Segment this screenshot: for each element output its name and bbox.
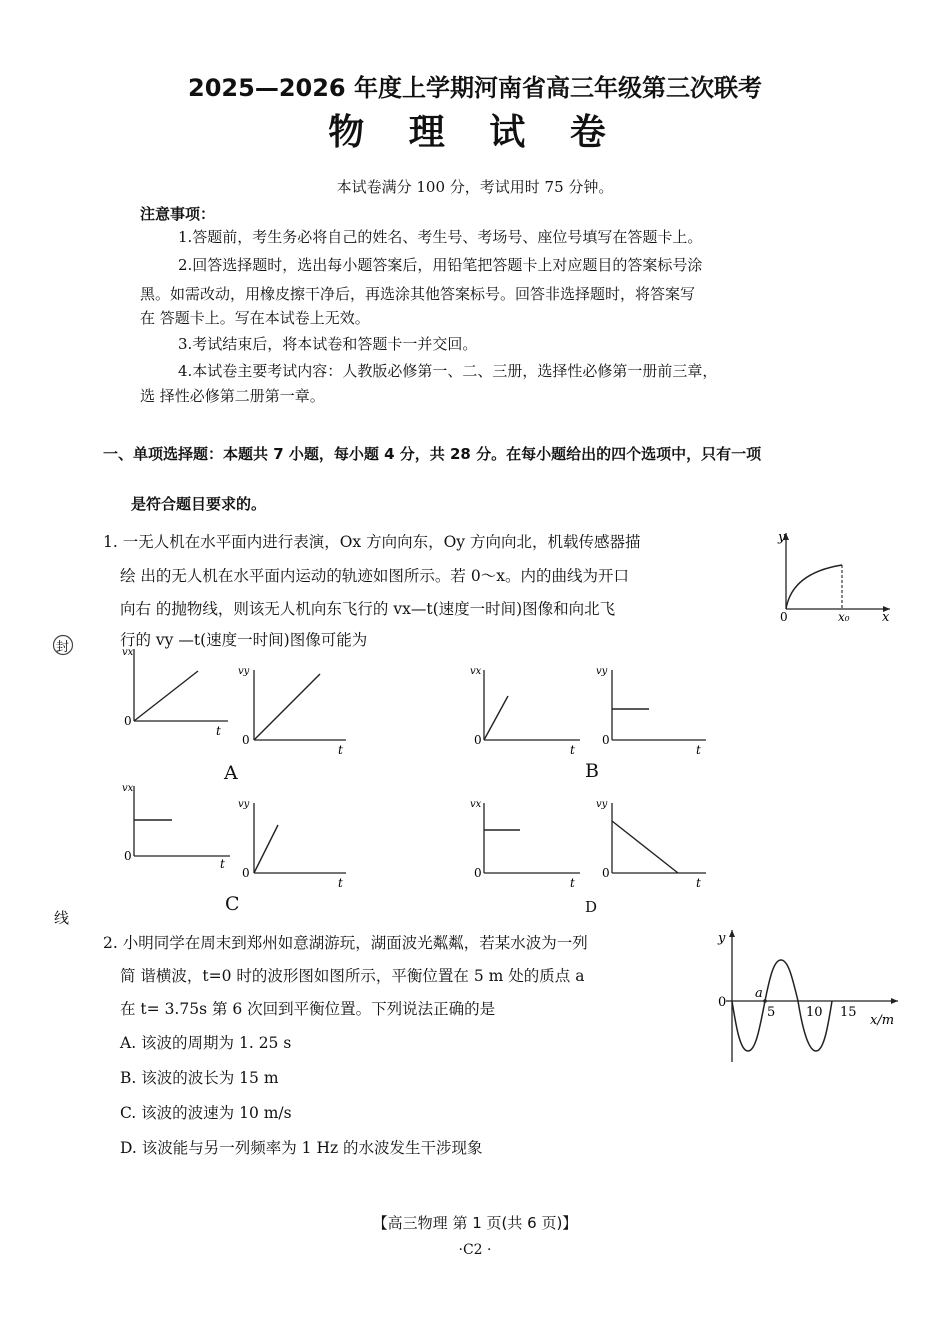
section-title-cont: 是符合题目要求的。	[131, 495, 267, 513]
wave-point-a	[763, 999, 767, 1003]
option-label-A: A	[224, 762, 238, 784]
optA-vx-label: vx	[122, 647, 134, 658]
wave-label-a: a	[755, 986, 763, 1001]
option-label-B: B	[585, 760, 599, 782]
notice-line-6: 4.本试卷主要考试内容：人教版必修第一、二、三册，选择性必修第一册前三章，	[178, 362, 718, 380]
optA-vx-t: t	[216, 724, 221, 738]
page-footer: 【高三物理 第 1 页(共 6 页)】	[372, 1214, 578, 1232]
option-label-D: D	[585, 898, 598, 916]
exam-title: 2025—2026 年度上学期河南省高三年级第三次联考	[188, 74, 762, 102]
optD-vx-t: t	[570, 876, 575, 890]
wave-tick-10: 10	[806, 1005, 823, 1020]
optC-vy-label: vy	[238, 799, 250, 810]
optC-vx-graph	[118, 782, 238, 872]
section-title: 一、单项选择题：本题共 7 小题，每小题 4 分，共 28 分。在每小题给出的四个选项中，只有一项	[103, 445, 762, 463]
traj-label-x0: x₀	[838, 610, 850, 624]
optB-vx-graph	[462, 660, 584, 758]
optB-vy-t: t	[696, 743, 701, 757]
optD-vy-graph	[590, 795, 712, 891]
optB-vy-zero: 0	[602, 733, 610, 747]
wave-label-x: x/m	[870, 1013, 895, 1028]
notice-line-4: 在 答题卡上。写在本试卷上无效。	[140, 309, 370, 327]
seal-label: 封	[56, 640, 70, 655]
notice-line-3: 黑。如需改动，用橡皮擦干净后，再选涂其他答案标号。回答非选择题时，将答案写	[140, 285, 696, 303]
optB-vx-line	[484, 696, 508, 740]
notice-line-1: 1.答题前，考生务必将自己的姓名、考生号、考场号、座位号填写在答题卡上。	[178, 228, 703, 246]
q1-line-2: 绘 出的无人机在水平面内运动的轨迹如图所示。若 0～x。内的曲线为开口	[120, 567, 629, 585]
q1-line-1: 1. 一无人机在水平面内进行表演，Ox 方向向东，Oy 方向向北，机载传感器描	[103, 533, 641, 551]
notice-heading: 注意事项：	[140, 205, 216, 223]
optC-vy-zero: 0	[242, 866, 250, 880]
seal-mark	[52, 634, 74, 656]
optD-vy-label: vy	[596, 799, 608, 810]
optB-vy-label: vy	[596, 666, 608, 677]
optD-vx-zero: 0	[474, 866, 482, 880]
wave-tick-15: 15	[840, 1005, 857, 1020]
optC-vy-graph	[232, 795, 350, 891]
optA-vy-t: t	[338, 743, 343, 757]
q2-line-2: 简 谐横波，t=0 时的波形图如图所示，平衡位置在 5 m 处的质点 a	[120, 967, 585, 985]
optA-vy-graph	[232, 660, 350, 758]
q2-wave-figure	[712, 924, 912, 1066]
q2-option-C: C. 该波的波速为 10 m/s	[120, 1104, 292, 1122]
line-mark: 线	[54, 909, 70, 927]
q1-line-3: 向右 的抛物线，则该无人机向东飞行的 vx—t(速度一时间)图像和向北飞	[120, 600, 616, 618]
traj-label-y: y	[778, 530, 786, 545]
notice-line-7: 选 择性必修第二册第一章。	[140, 387, 325, 405]
wave-x-arrow	[891, 998, 898, 1004]
optA-vy-label: vy	[238, 666, 250, 677]
optB-vy-graph	[590, 660, 712, 758]
q2-option-D: D. 该波能与另一列频率为 1 Hz 的水波发生干涉现象	[120, 1139, 483, 1157]
optC-vx-label: vx	[122, 783, 134, 794]
score-info: 本试卷满分 100 分，考试用时 75 分钟。	[336, 178, 614, 196]
optC-vx-zero: 0	[124, 849, 132, 863]
optB-vx-t: t	[570, 743, 575, 757]
optA-vx-graph	[118, 645, 236, 743]
wave-label-origin: 0	[718, 995, 727, 1010]
optA-vy-zero: 0	[242, 733, 250, 747]
optA-vx-zero: 0	[124, 714, 132, 728]
optB-vx-zero: 0	[474, 733, 482, 747]
subject-title: 物 理 试 卷	[328, 112, 622, 153]
q2-line-1: 2. 小明同学在周末到郑州如意湖游玩，湖面波光粼粼，若某水波为一列	[103, 934, 588, 952]
optD-vy-line	[612, 821, 678, 873]
optC-vy-line	[254, 825, 278, 873]
optD-vy-zero: 0	[602, 866, 610, 880]
wave-tick-5: 5	[767, 1005, 776, 1020]
option-label-C: C	[225, 893, 240, 915]
notice-line-2: 2.回答选择题时，选出每小题答案后，用铅笔把答题卡上对应题目的答案标号涂	[178, 256, 703, 274]
optB-vx-label: vx	[470, 666, 482, 677]
optA-vx-line	[134, 671, 198, 721]
page-code: ·C2 ·	[458, 1242, 492, 1258]
q2-option-A: A. 该波的周期为 1. 25 s	[120, 1034, 292, 1052]
q1-trajectory-figure	[770, 525, 900, 625]
traj-parabola	[786, 565, 842, 609]
wave-y-arrow	[729, 930, 735, 937]
traj-label-x: x	[882, 610, 890, 625]
optA-vy-line	[254, 674, 320, 740]
optC-vx-t: t	[220, 857, 225, 871]
optC-vy-t: t	[338, 876, 343, 890]
optD-vx-label: vx	[470, 799, 482, 810]
q2-option-B: B. 该波的波长为 15 m	[120, 1069, 279, 1087]
wave-label-y: y	[718, 931, 726, 946]
q1-line-4: 行的 vy —t(速度一时间)图像可能为	[120, 631, 368, 649]
notice-line-5: 3.考试结束后，将本试卷和答题卡一并交回。	[178, 335, 478, 353]
traj-label-origin: 0	[780, 610, 788, 624]
optD-vx-graph	[462, 795, 584, 891]
q2-line-3: 在 t= 3.75s 第 6 次回到平衡位置。下列说法正确的是	[120, 1000, 496, 1018]
optD-vy-t: t	[696, 876, 701, 890]
